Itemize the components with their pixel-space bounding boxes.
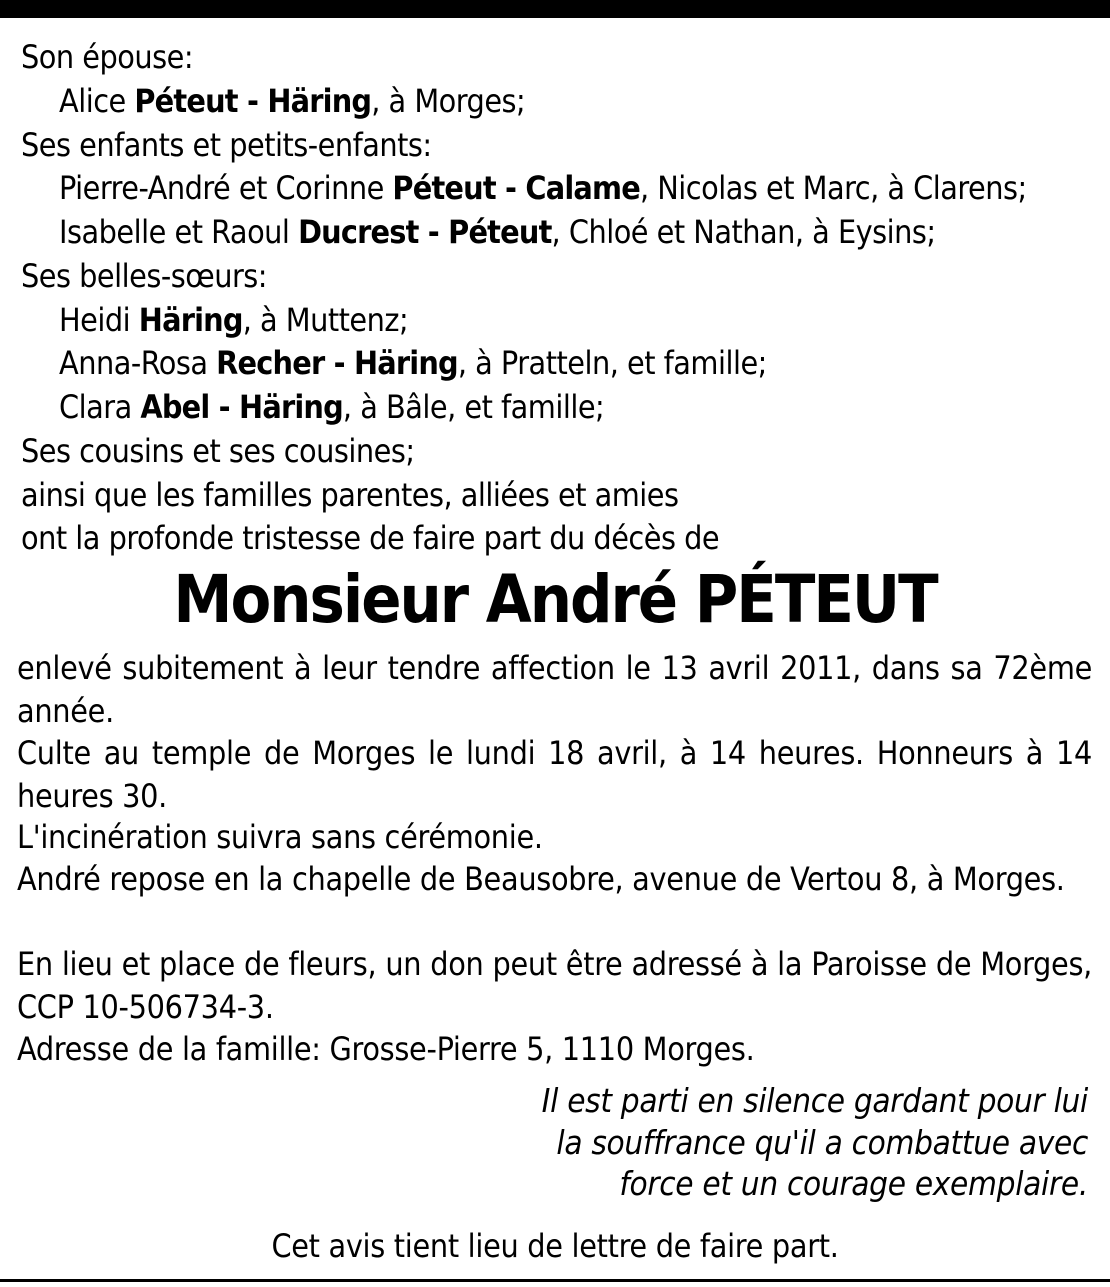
sister2-line — [59, 341, 767, 385]
child1-first-names: Pierre-André et Corinne — [59, 169, 393, 207]
quote-line-3: force et un courage exemplaire. — [619, 1164, 1088, 1203]
sister2-place: , à Pratteln, et famille; — [457, 344, 767, 382]
sister1-place: , à Muttenz; — [242, 301, 409, 339]
sisters-label: Ses belles-sœurs: — [21, 257, 267, 295]
quote-line-2: la souffrance qu'il a combattue avec — [556, 1122, 1088, 1162]
sister1-surname: Häring — [138, 301, 243, 339]
sister2-first-name: Anna-Rosa — [59, 344, 217, 382]
cousins-line: Ses cousins et ses cousines; — [21, 432, 415, 470]
memorial-quote — [542, 1080, 1088, 1205]
child2-details: , Chloé et Nathan, à Eysins; — [551, 213, 936, 251]
child1-details: , Nicolas et Marc, à Clarens; — [639, 169, 1027, 207]
spouse-first-name: Alice — [59, 82, 135, 120]
cremation-paragraph: L'incinération suivra sans cérémonie. — [17, 818, 543, 856]
death-paragraph: enlevé subitement à leur tendre affection le 13 avril 2011, dans sa 72ème année. — [17, 649, 1092, 730]
sister3-line — [59, 385, 604, 429]
spouse-place: , à Morges; — [371, 82, 526, 120]
sister3-first-name: Clara — [59, 388, 141, 426]
donation-paragraph: En lieu et place de fleurs, un don peut être adressé à la Paroisse de Morges, CCP 10-506734-3. — [17, 945, 1092, 1026]
quote-line-1: Il est parti en silence gardant pour lui — [541, 1081, 1088, 1120]
sister3-place: , à Bâle, et famille; — [342, 388, 605, 426]
child2-first-names: Isabelle et Raoul — [59, 213, 299, 251]
deceased-name: Monsieur André PÉTEUT — [173, 561, 937, 638]
spouse-line — [59, 79, 525, 123]
relatives-line: ainsi que les familles parentes, alliées et amies — [21, 476, 679, 514]
bottom-rule — [0, 1279, 1110, 1282]
spouse-surname: Péteut - Häring — [134, 82, 372, 120]
sister1-first-name: Heidi — [59, 301, 139, 339]
child1-surname: Péteut - Calame — [392, 169, 640, 207]
spouse-label: Son épouse: — [21, 38, 194, 76]
closing-note: Cet avis tient lieu de lettre de faire part. — [271, 1227, 839, 1265]
child2-line — [59, 210, 936, 254]
sister2-surname: Recher - Häring — [216, 344, 458, 382]
rest-paragraph: André repose en la chapelle de Beausobre, avenue de Vertou 8, à Morges. — [17, 860, 1065, 898]
children-label: Ses enfants et petits-enfants: — [21, 126, 432, 164]
sister1-line — [59, 298, 408, 342]
child2-surname: Ducrest - Péteut — [298, 213, 552, 251]
top-rule — [0, 0, 1110, 18]
announcement-line: ont la profonde tristesse de faire part du décès de — [21, 519, 720, 557]
service-paragraph: Culte au temple de Morges le lundi 18 avril, à 14 heures. Honneurs à 14 heures 30. — [17, 734, 1092, 815]
child1-line — [59, 166, 1027, 210]
sister3-surname: Abel - Häring — [140, 388, 343, 426]
address-paragraph: Adresse de la famille: Grosse-Pierre 5, 1110 Morges. — [17, 1030, 755, 1068]
